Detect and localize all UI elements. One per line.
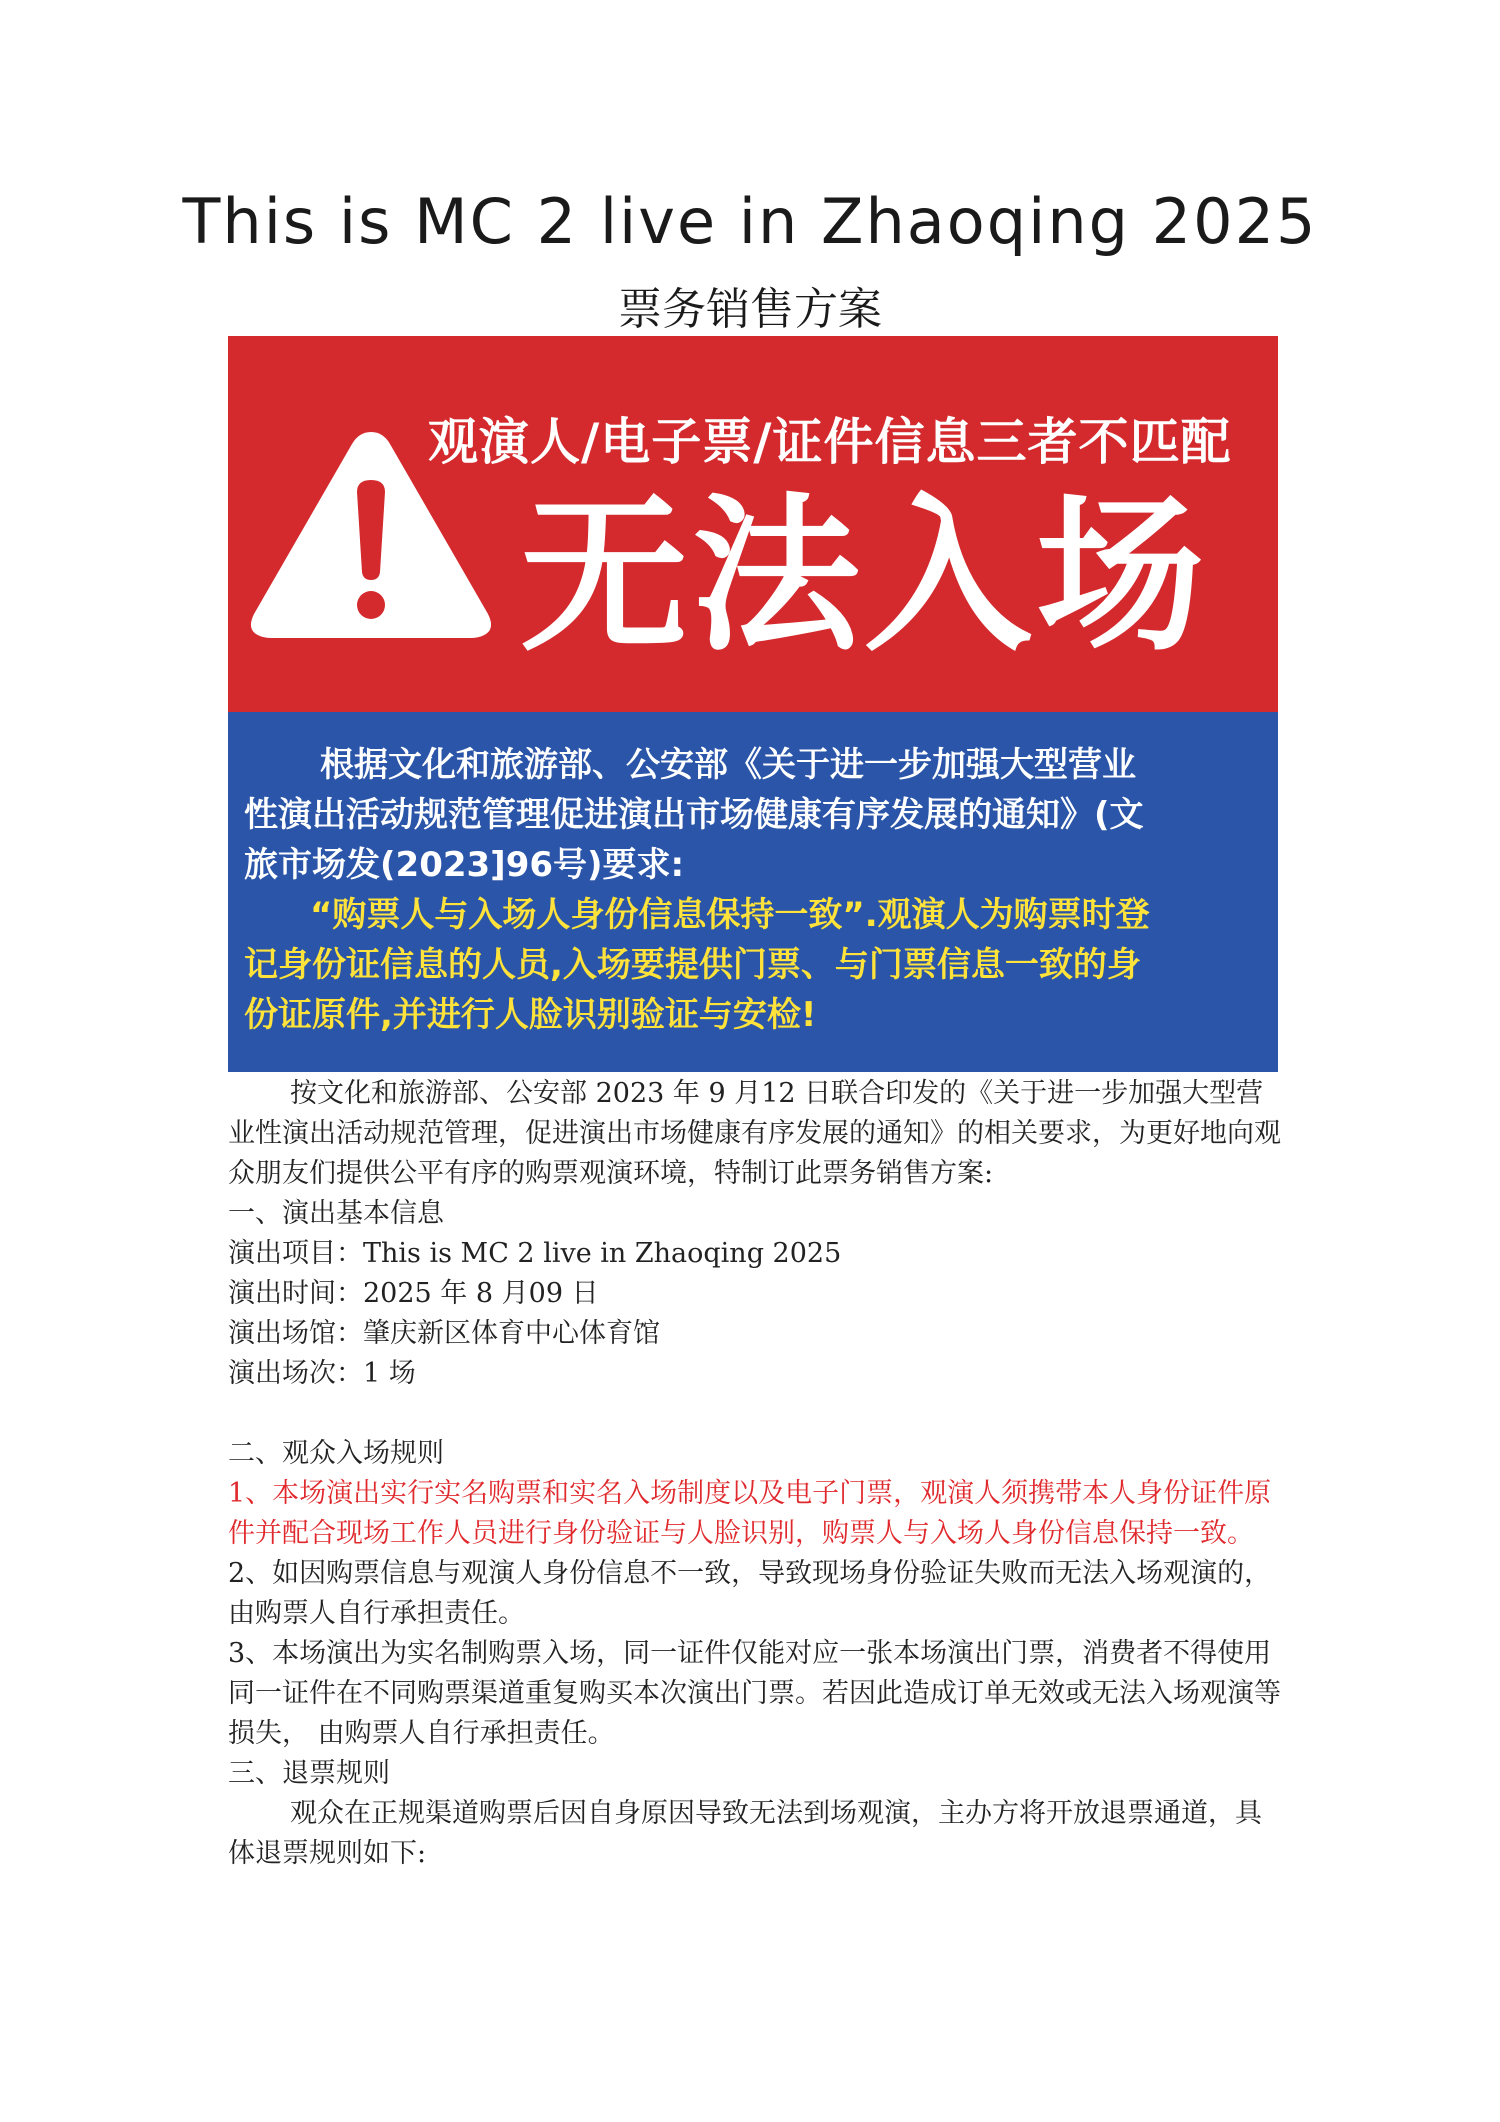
banner-notice-line bbox=[244, 890, 1266, 940]
section-heading: 一、演出基本信息 bbox=[228, 1198, 444, 1229]
info-line: 演出场馆：肇庆新区体育中心体育馆 bbox=[228, 1318, 660, 1349]
intro-paragraph: 按文化和旅游部、公安部 2023 年 9 月12 日联合印发的《关于进一步加强大型营业性演出活动规范管理，促进演出市场健康有序发展的通知》的相关要求，为更好地向观众朋友们提供公平有序的购票观演环境，特制订此票务销售方案: bbox=[228, 1078, 1281, 1189]
banner-notice-fragment: .观演人为购票时登 bbox=[864, 895, 1150, 935]
info-line: 演出项目：This is MC 2 live in Zhaoqing 2025 bbox=[228, 1238, 842, 1269]
warning-banner bbox=[228, 336, 1278, 1072]
info-line: 演出时间：2025 年 8 月09 日 bbox=[228, 1278, 599, 1309]
banner-notice-line: 性演出活动规范管理促进演出市场健康有序发展的通知》(文 bbox=[244, 795, 1144, 835]
banner-notice-line: 旅市场发(2023]96号)要求: bbox=[244, 845, 685, 885]
banner-mismatch-text: 观演人/电子票/证件信息三者不匹配 bbox=[428, 413, 1232, 471]
page-subtitle: 票务销售方案 bbox=[618, 284, 882, 335]
section-heading: 三、退票规则 bbox=[228, 1758, 390, 1789]
section-heading: 二、观众入场规则 bbox=[228, 1438, 444, 1469]
banner-quote: “购票人与入场人身份信息保持一致” bbox=[310, 895, 865, 935]
page-title: This is MC 2 live in Zhaoqing 2025 bbox=[182, 185, 1318, 258]
banner-notice-line: 份证原件,并进行人脸识别验证与安检! bbox=[244, 995, 817, 1035]
rule-paragraph: 2、如因购票信息与观演人身份信息不一致，导致现场身份验证失败而无法入场观演的， 由购票人自行承担责任。 bbox=[228, 1558, 1272, 1629]
spacer bbox=[228, 1394, 1288, 1434]
info-line: 演出场次：1 场 bbox=[228, 1358, 416, 1389]
banner-notice-line: 根据文化和旅游部、公安部《关于进一步加强大型营业 bbox=[320, 745, 1136, 785]
banner-notice-line: 记身份证信息的人员,入场要提供门票、与门票信息一致的身 bbox=[244, 945, 1141, 985]
document-body bbox=[228, 1074, 1288, 1874]
refund-paragraph: 观众在正规渠道购票后因自身原因导致无法到场观演，主办方将开放退票通道，具体退票规则如下: bbox=[228, 1798, 1262, 1869]
banner-no-entry-text: 无法入场 bbox=[520, 478, 1208, 674]
banner-notice bbox=[244, 740, 1266, 1040]
rule-paragraph: 3、本场演出为实名制购票入场，同一证件仅能对应一张本场演出门票，消费者不得使用同一证件在不同购票渠道重复购买本次演出门票。若因此造成订单无效或无法入场观演等损失， 由购票人自行承担责任。 bbox=[228, 1638, 1281, 1749]
rule-paragraph: 1、本场演出实行实名购票和实名入场制度以及电子门票，观演人须携带本人身份证件原件并配合现场工作人员进行身份验证与人脸识别，购票人与入场人身份信息保持一致。 bbox=[228, 1478, 1272, 1549]
